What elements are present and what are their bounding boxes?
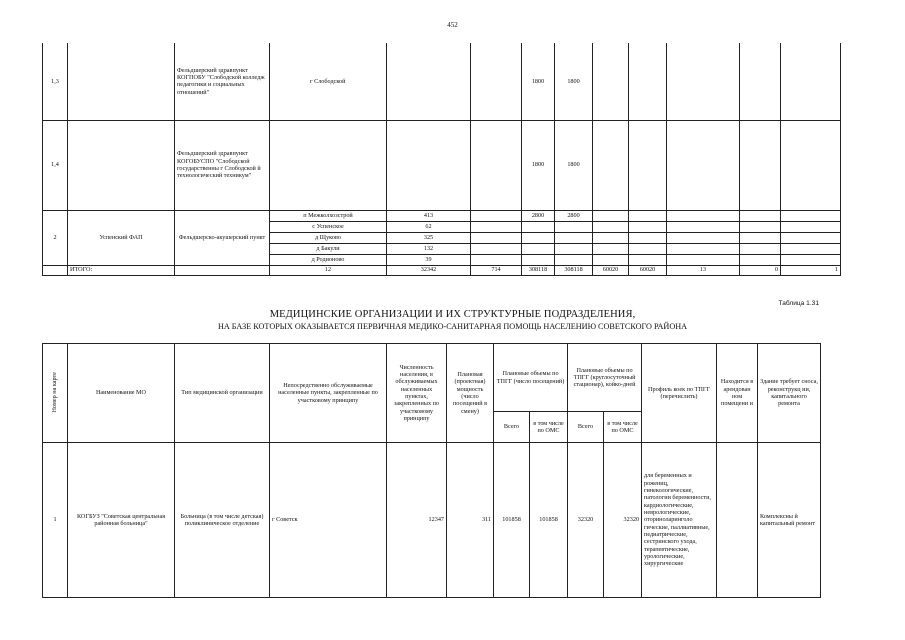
repair-required-cell: Комплексны й капитальный ремонт [758, 443, 821, 598]
org-type-cell: Фельдшерско-акушерский пункт [175, 210, 270, 265]
page-number: 452 [447, 21, 458, 29]
visits-total-cell: 1800 [522, 120, 555, 210]
settlement-cell: д Бакули [270, 243, 387, 254]
mo-name-cell: Успенский ФАП [68, 210, 175, 265]
header-row [43, 344, 821, 412]
beds-oms-cell: 32320 [604, 443, 642, 598]
map-number-header: Номер на карте [43, 344, 68, 443]
totals-value: 1 [781, 265, 841, 275]
settlement-cell: д Щуково [270, 232, 387, 243]
tpgg-visits-header: Плановые объемы по ТПГГ (число посещений) [494, 344, 568, 412]
beds-oms-header: в том числе по ОМС [604, 412, 642, 443]
population-cell: 413 [387, 210, 471, 221]
visits-oms-cell: 1800 [555, 120, 593, 210]
repair-required-header: Здание требует сноса, реконструкц ии, капитального ремонта [758, 344, 821, 443]
visits-total-cell: 1800 [522, 43, 555, 120]
rented-header: Находится в арендован ном помещени и [717, 344, 758, 443]
visits-oms-cell: 2800 [555, 210, 593, 221]
mo-name-cell: КОГБУЗ "Советская центральная районная больница" [68, 443, 175, 598]
mo-name-cell [68, 43, 175, 120]
totals-value: 60020 [593, 265, 629, 275]
beds-total-cell: 32320 [568, 443, 604, 598]
population-cell: 132 [387, 243, 471, 254]
visits-total-header: Всего [494, 412, 530, 443]
totals-row [43, 265, 841, 275]
totals-value: 60020 [629, 265, 667, 275]
totals-value: 12 [270, 265, 387, 275]
top-table [42, 43, 841, 276]
org-type-cell: Фельдшерский здравпункт КОГПОБУ "Слободской колледж педагогики и социальных отношений" [175, 43, 270, 120]
row-number: 1,3 [43, 43, 68, 120]
population-cell: 12347 [387, 443, 447, 598]
section-subtitle: НА БАЗЕ КОТОРЫХ ОКАЗЫВАЕТСЯ ПЕРВИЧНАЯ МЕДИКО-САНИТАРНАЯ ПОМОЩЬ НАСЕЛЕНИЮ СОВЕТСКОГО РАЙОНА [217, 322, 688, 331]
totals-value: 308118 [522, 265, 555, 275]
population-cell: 325 [387, 232, 471, 243]
population-cell [387, 120, 471, 210]
map-number-cell: 1 [43, 443, 68, 598]
row-number: 1,4 [43, 120, 68, 210]
capacity-cell [471, 43, 522, 120]
org-type-cell: Фельдшерский здравпункт КОГОБУСПО "Слободской государственны г Слободской й технологический техникум" [175, 120, 270, 210]
table-label: Таблица 1.31 [778, 300, 819, 307]
population-header: Численность населения, в обслуживаемых населенных пунктах, закрепленных по участковому принципу [387, 344, 447, 443]
visits-oms-cell: 1800 [555, 43, 593, 120]
visits-total-cell: 2800 [522, 210, 555, 221]
settlement-cell [270, 120, 387, 210]
totals-label: ИТОГО: [68, 265, 175, 275]
bed-profile-header: Профиль коек по ТПГГ (перечислить) [642, 344, 717, 443]
capacity-cell: 311 [447, 443, 494, 598]
totals-value: 714 [471, 265, 522, 275]
settlement-cell: с Успенское [270, 221, 387, 232]
totals-value: 13 [667, 265, 740, 275]
bed-profile-cell: для беременных и рожениц, гинекологические, патологии беременности, кардиологические, неврологические, оториноларинголо гические, паллиативные, педиатрические, сестринского ухода, терапевтические, урологические, хирургические [642, 443, 717, 598]
org-type-cell: Больница (в том числе детская) поликлиническое отделение [175, 443, 270, 598]
organizations-table [42, 343, 821, 598]
rented-cell [717, 443, 758, 598]
table-row [43, 210, 841, 221]
settlement-cell: г Советск [270, 443, 387, 598]
totals-value: 32342 [387, 265, 471, 275]
totals-value: 308118 [555, 265, 593, 275]
served-settlements-header: Непосредственно обслуживаемые населенные пункты, закрепленные по участковому принципу [270, 344, 387, 443]
capacity-cell [471, 120, 522, 210]
settlement-cell: д Родионово [270, 254, 387, 265]
visits-oms-cell: 101858 [530, 443, 568, 598]
mo-name-header: Наименование МО [68, 344, 175, 443]
population-cell: 39 [387, 254, 471, 265]
visits-total-cell: 101858 [494, 443, 530, 598]
mo-name-cell [68, 120, 175, 210]
beds-total-header: Всего [568, 412, 604, 443]
visits-oms-header: в том числе по ОМС [530, 412, 568, 443]
table-row [43, 120, 841, 210]
table-row [43, 43, 841, 120]
settlement-cell: г Слободской [270, 43, 387, 120]
row-number: 2 [43, 210, 68, 265]
population-cell [387, 43, 471, 120]
capacity-header: Плановая (проектная) мощность (число посещений в смену) [447, 344, 494, 443]
section-title: МЕДИЦИНСКИЕ ОРГАНИЗАЦИИ И ИХ СТРУКТУРНЫЕ ПОДРАЗДЕЛЕНИЯ, [269, 309, 636, 320]
settlement-cell: п Межколхозстрой [270, 210, 387, 221]
tpgg-beds-header: Плановые объемы по ТПГГ (круглосуточный стационар), койко-дней [568, 344, 642, 412]
population-cell: 62 [387, 221, 471, 232]
org-type-header: Тип медицинской организации [175, 344, 270, 443]
totals-value: 0 [740, 265, 781, 275]
table-row [43, 443, 821, 598]
